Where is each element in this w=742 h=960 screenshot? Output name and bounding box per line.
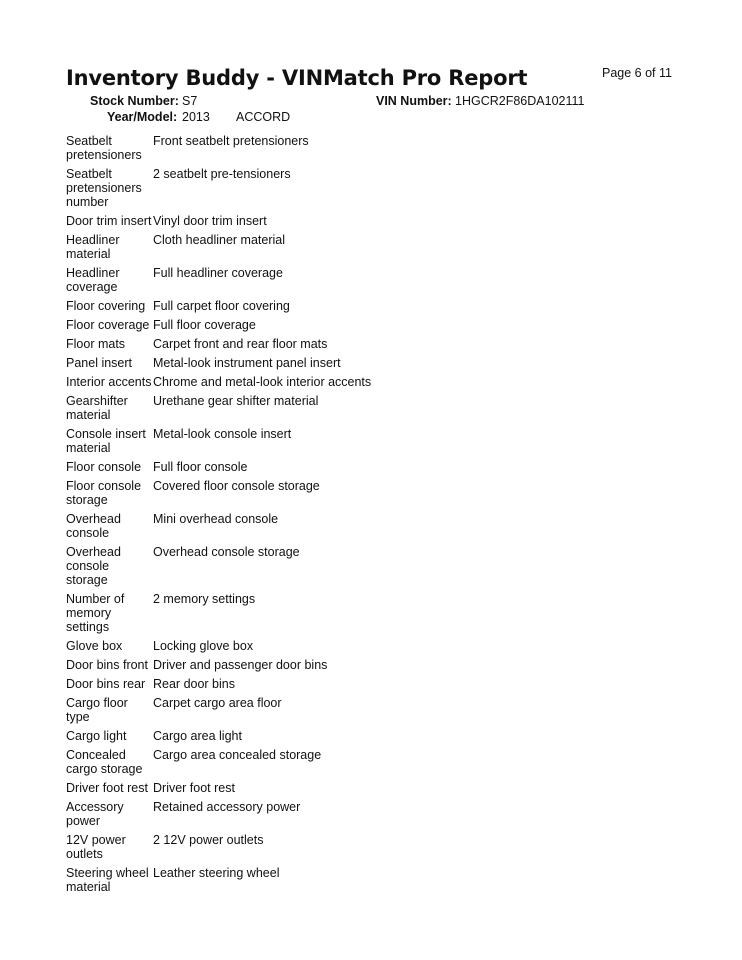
spec-value: Vinyl door trim insert xyxy=(153,214,267,228)
spec-row xyxy=(66,167,666,209)
year-model-label: Year/Model: xyxy=(107,110,178,124)
spec-label: Cargo floor type xyxy=(66,696,128,724)
spec-label: Headliner coverage xyxy=(66,266,120,294)
spec-list xyxy=(66,134,666,899)
spec-value: Driver foot rest xyxy=(153,781,235,795)
spec-row xyxy=(66,479,666,507)
spec-value: Urethane gear shifter material xyxy=(153,394,319,408)
spec-value: Full floor console xyxy=(153,460,248,474)
spec-label: Floor console storage xyxy=(66,479,142,507)
spec-row xyxy=(66,781,666,795)
spec-label: Seatbelt pretensioners number xyxy=(66,167,142,209)
spec-label: Floor console xyxy=(66,460,142,474)
spec-value: 2 12V power outlets xyxy=(153,833,264,847)
spec-label: Floor coverage xyxy=(66,318,150,332)
spec-row xyxy=(66,375,666,389)
spec-row xyxy=(66,394,666,422)
stock-number-label: Stock Number: xyxy=(90,94,179,108)
spec-label: Steering wheel material xyxy=(66,866,149,894)
spec-value: Cloth headliner material xyxy=(153,233,286,247)
spec-row xyxy=(66,266,666,294)
vin-number-value: 1HGCR2F86DA102111 xyxy=(455,94,585,108)
spec-row xyxy=(66,639,666,653)
spec-row xyxy=(66,677,666,691)
spec-row xyxy=(66,318,666,332)
spec-row xyxy=(66,748,666,776)
spec-row xyxy=(66,800,666,828)
spec-row xyxy=(66,233,666,261)
spec-row xyxy=(66,545,666,587)
spec-row xyxy=(66,356,666,370)
spec-row xyxy=(66,512,666,540)
spec-label: Interior accents xyxy=(66,375,152,389)
spec-row xyxy=(66,214,666,228)
spec-value: Carpet front and rear floor mats xyxy=(153,337,328,351)
spec-value: 2 memory settings xyxy=(153,592,256,606)
spec-row xyxy=(66,299,666,313)
spec-label: Headliner material xyxy=(66,233,120,261)
spec-value: Covered floor console storage xyxy=(153,479,320,493)
spec-label: Glove box xyxy=(66,639,123,653)
spec-row xyxy=(66,866,666,894)
spec-label: Door bins rear xyxy=(66,677,146,691)
spec-value: Leather steering wheel xyxy=(153,866,280,880)
spec-value: Driver and passenger door bins xyxy=(153,658,328,672)
spec-value: Cargo area concealed storage xyxy=(153,748,322,762)
spec-row xyxy=(66,460,666,474)
spec-row xyxy=(66,134,666,162)
vin-number-label: VIN Number: xyxy=(376,94,452,108)
year-value: 2013 xyxy=(182,110,210,124)
spec-label: Gearshifter material xyxy=(66,394,128,422)
spec-label: Concealed cargo storage xyxy=(66,748,143,776)
spec-value: Mini overhead console xyxy=(153,512,279,526)
model-value: ACCORD xyxy=(236,110,291,124)
stock-number-value: S7 xyxy=(182,94,198,108)
report-title: Inventory Buddy - VINMatch Pro Report xyxy=(66,66,528,90)
spec-value: Full headliner coverage xyxy=(153,266,283,280)
spec-label: 12V power outlets xyxy=(66,833,126,861)
spec-label: Seatbelt pretensioners xyxy=(66,134,142,162)
spec-value: Carpet cargo area floor xyxy=(153,696,282,710)
spec-row xyxy=(66,729,666,743)
spec-value: Front seatbelt pretensioners xyxy=(153,134,309,148)
spec-label: Driver foot rest xyxy=(66,781,148,795)
spec-value: Rear door bins xyxy=(153,677,235,691)
spec-label: Overhead console xyxy=(66,512,121,540)
spec-value: Full carpet floor covering xyxy=(153,299,290,313)
spec-label: Door trim insert xyxy=(66,214,152,228)
spec-value: 2 seatbelt pre-tensioners xyxy=(153,167,291,181)
page-number: Page 6 of 11 xyxy=(602,66,672,80)
spec-label: Floor covering xyxy=(66,299,146,313)
spec-value: Retained accessory power xyxy=(153,800,301,814)
spec-value: Metal-look instrument panel insert xyxy=(153,356,341,370)
spec-value: Overhead console storage xyxy=(153,545,300,559)
spec-label: Console insert material xyxy=(66,427,146,455)
spec-value: Metal-look console insert xyxy=(153,427,292,441)
spec-label: Floor mats xyxy=(66,337,126,351)
spec-value: Cargo area light xyxy=(153,729,242,743)
spec-row xyxy=(66,337,666,351)
spec-row xyxy=(66,592,666,634)
spec-label: Cargo light xyxy=(66,729,127,743)
spec-label: Number of memory settings xyxy=(66,592,125,634)
spec-value: Chrome and metal-look interior accents xyxy=(153,375,372,389)
spec-label: Accessory power xyxy=(66,800,124,828)
spec-row xyxy=(66,427,666,455)
spec-label: Panel insert xyxy=(66,356,133,370)
spec-value: Full floor coverage xyxy=(153,318,256,332)
spec-label: Door bins front xyxy=(66,658,148,672)
spec-row xyxy=(66,696,666,724)
spec-row xyxy=(66,658,666,672)
spec-row xyxy=(66,833,666,861)
spec-value: Locking glove box xyxy=(153,639,254,653)
spec-label: Overhead console storage xyxy=(66,545,121,587)
